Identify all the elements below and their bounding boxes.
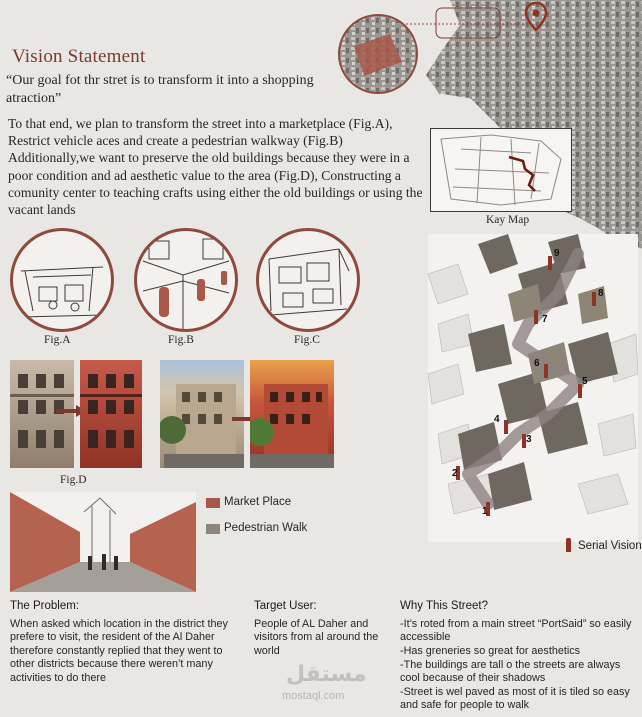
fig-a-label: Fig.A: [44, 334, 71, 346]
key-map-label: Kay Map: [486, 214, 530, 226]
why-item-4: -Street is wel paved as most of it is tiled so easy and safe for people to walk: [400, 686, 630, 712]
fig-d-street-after-photo: [250, 360, 334, 468]
legend-market-swatch: [206, 498, 220, 508]
serial-point-8: 8: [598, 288, 604, 299]
serial-vision-map: [428, 234, 638, 542]
connector-line: [400, 10, 540, 30]
serial-point-3: 3: [526, 434, 532, 445]
key-map: [430, 128, 572, 212]
serial-point-1: 1: [482, 506, 488, 517]
why-item-2: -Has greneries so great for aesthetics: [400, 645, 581, 657]
vision-title: Vision Statement: [12, 46, 146, 67]
target-heading: Target User:: [254, 600, 317, 612]
serial-vision-person-icon: [566, 538, 571, 552]
target-text: People of AL Daher and visitors from al around the world: [254, 618, 379, 657]
serial-point-2: 2: [452, 468, 458, 479]
serial-vision-label: Serial Vision: [578, 540, 642, 552]
watermark-latin: mostaql.com: [282, 690, 345, 702]
legend-pedestrian-label: Pedestrian Walk: [224, 522, 308, 534]
serial-point-9: 9: [554, 248, 560, 259]
fig-b-sketch: [134, 228, 238, 332]
street-rendering: [10, 492, 196, 592]
why-heading: Why This Street?: [400, 600, 488, 612]
why-item-3: -The buildings are tall o the streets are always cool because of their shadows: [400, 659, 621, 685]
location-pin-icon: [524, 2, 548, 32]
fig-a-sketch: [10, 228, 114, 332]
serial-point-6: 6: [534, 358, 540, 369]
fig-b-label: Fig.B: [168, 334, 194, 346]
problem-text: When asked which location in the district they prefere to visit, the resident of the Al Daher therefore constantly replied that they went to other districts because there weren’t many activities to do there: [10, 618, 228, 684]
why-item-1: -It’s roted from a main street “PortSaid” so easily accessible: [400, 618, 632, 644]
serial-point-5: 5: [582, 376, 588, 387]
watermark-arabic: مستقل: [286, 662, 367, 687]
fig-d-after-photo: [80, 360, 142, 468]
legend-pedestrian-swatch: [206, 524, 220, 534]
fig-c-label: Fig.C: [294, 334, 320, 346]
legend-market-label: Market Place: [224, 496, 292, 508]
vision-paragraph: To that end, we plan to transform the street into a marketplace (Fig.A), Restrict vehicle aces and create a pedestrian walkway (Fig.B) Additionally,we want to preserve the old buildings because they were in a poor condition and ad aesthetic value to the area (Fig.D), Constructing a comunity center to teaching crafts using either the old buildings or using the vacant lands: [8, 116, 423, 218]
fig-d-label: Fig.D: [60, 474, 87, 486]
vision-quote: “Our goal fot thr stret is to transform it into a shopping atraction”: [6, 73, 314, 106]
fig-c-sketch: [256, 228, 360, 332]
problem-heading: The Problem:: [10, 600, 80, 612]
serial-point-7: 7: [542, 314, 548, 325]
serial-point-4: 4: [494, 414, 500, 425]
